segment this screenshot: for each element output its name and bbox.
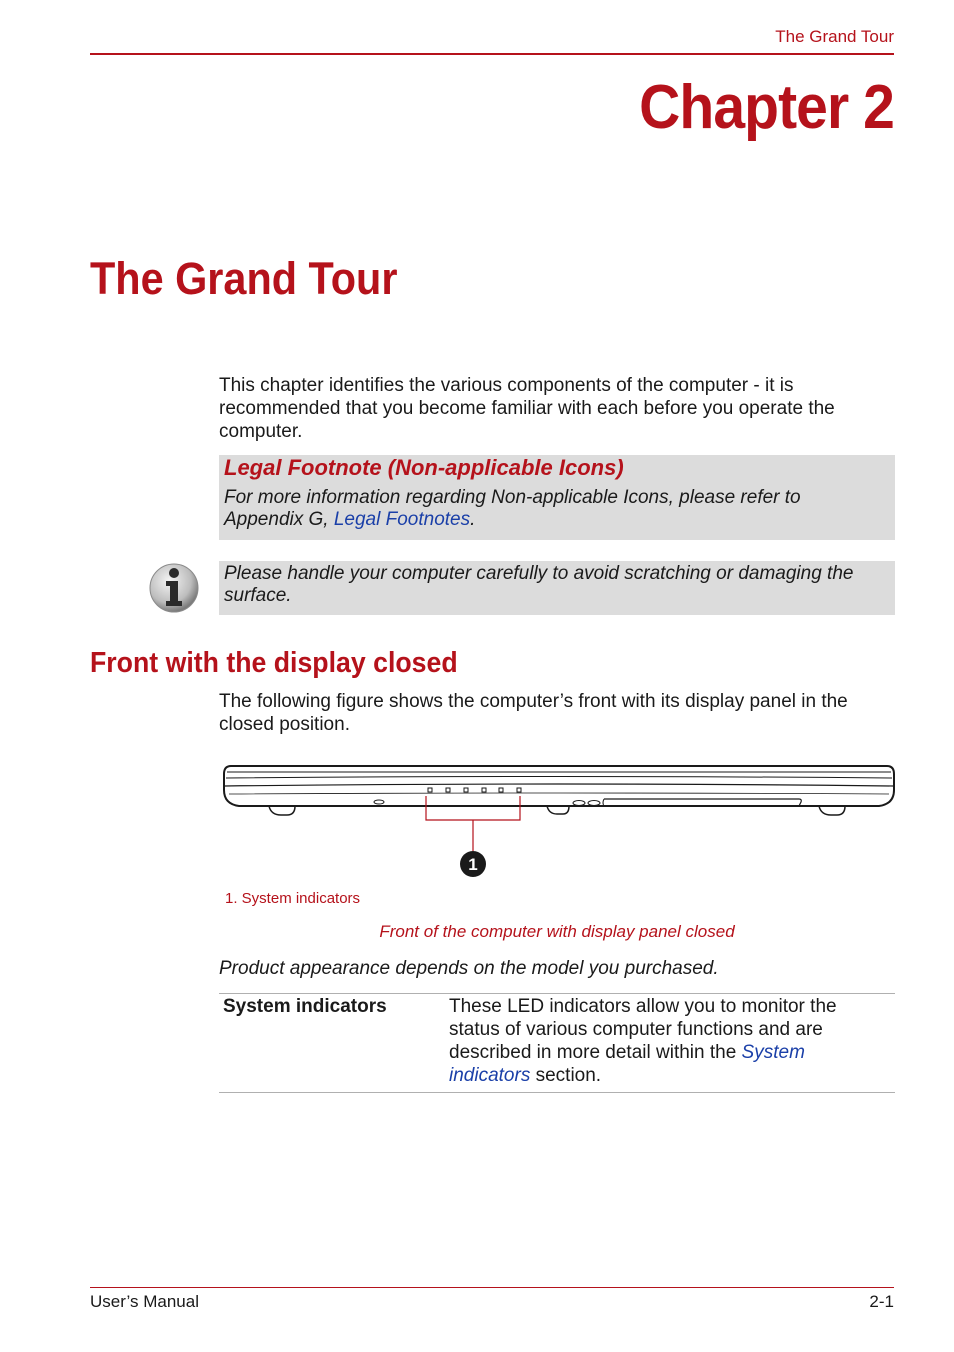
table-bottom-rule	[219, 1092, 895, 1093]
legal-footnotes-link[interactable]: Legal Footnotes	[333, 509, 471, 530]
footer-manual-name: User’s Manual	[90, 1292, 199, 1311]
callout-number: 1	[468, 855, 478, 874]
running-header: The Grand Tour	[775, 27, 894, 46]
appearance-note: Product appearance depends on the model you purchased.	[219, 958, 719, 979]
header-rule	[90, 53, 894, 55]
table-row-description	[449, 995, 889, 1087]
info-icon	[148, 561, 200, 613]
system-indicators-link[interactable]: System indicators	[449, 1042, 805, 1086]
figure-legend: 1. System indicators	[225, 890, 361, 907]
legal-footnote-text-before: For more information regarding Non-applicable Icons, please refer to Appendix G,	[224, 487, 801, 530]
section-heading: Front with the display closed	[90, 647, 458, 679]
table-row-desc-before: These LED indicators allow you to monitor the status of various computer functions and are described in more detail within the	[449, 996, 837, 1063]
page-title: The Grand Tour	[90, 253, 398, 304]
page-number: 2-1	[869, 1292, 894, 1311]
laptop-front-figure	[219, 760, 899, 885]
intro-paragraph: This chapter identifies the various components of the computer - it is recommended that you become familiar with each before you operate the computer.	[219, 375, 835, 442]
table-row-desc-after: section.	[530, 1065, 602, 1086]
legal-footnote-text	[224, 487, 884, 531]
legal-footnote-box	[219, 455, 895, 540]
table-row-term: System indicators	[223, 996, 387, 1017]
legal-footnote-text-after: .	[470, 509, 476, 530]
figure-caption: Front of the computer with display panel closed	[379, 922, 735, 941]
note-text: Please handle your computer carefully to avoid scratching or damaging the surface.	[224, 563, 854, 606]
footer-rule	[90, 1287, 894, 1288]
section-paragraph: The following figure shows the computer’s front with its display panel in the closed position.	[219, 691, 848, 735]
table-top-rule	[219, 993, 895, 994]
note-box	[219, 561, 895, 615]
chapter-label: Chapter 2	[639, 73, 894, 142]
legal-footnote-heading: Legal Footnote (Non-applicable Icons)	[224, 455, 624, 480]
